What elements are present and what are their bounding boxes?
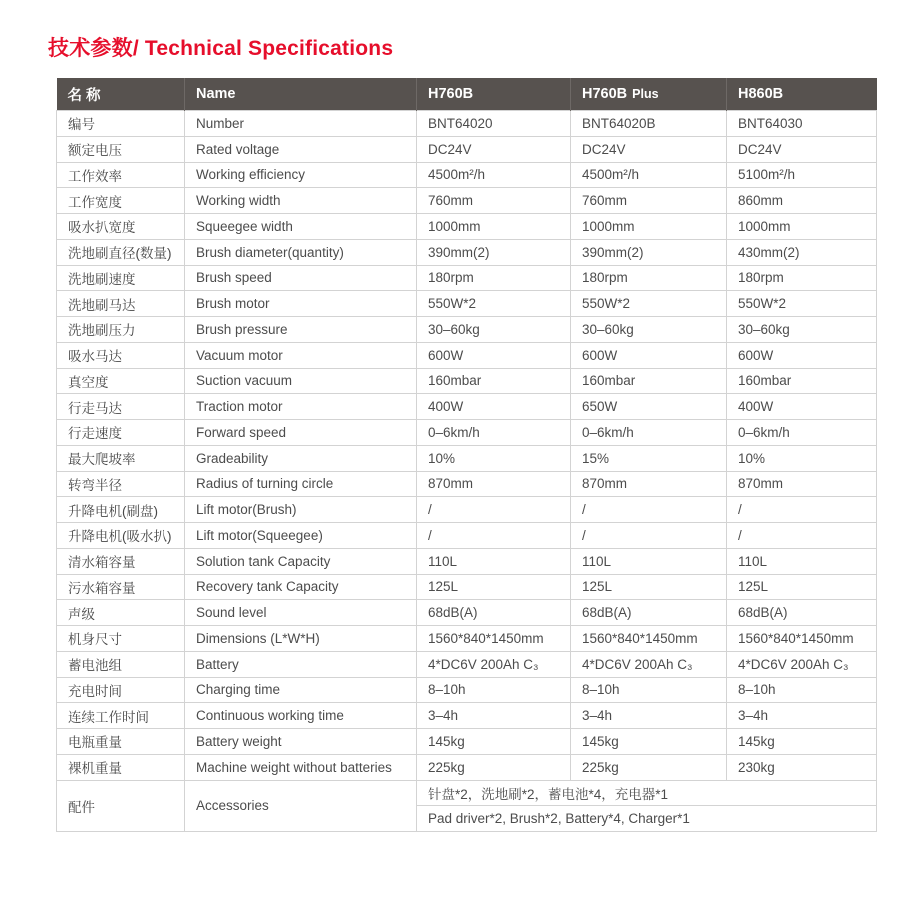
spec-row [57, 548, 877, 574]
spec-value: 125L [571, 574, 727, 600]
page-title-separator: / [132, 37, 145, 60]
spec-name-en: Machine weight without batteries [185, 754, 417, 780]
spec-name-cn: 洗地刷直径(数量) [57, 239, 185, 265]
spec-value: 160mbar [417, 368, 571, 394]
accessories-section [57, 780, 877, 832]
spec-name-cn: 洗地刷速度 [57, 265, 185, 291]
spec-name-en: Solution tank Capacity [185, 548, 417, 574]
spec-name-cn: 洗地刷压力 [57, 317, 185, 343]
spec-value: 390mm(2) [571, 239, 727, 265]
spec-row [57, 651, 877, 677]
spec-name-en: Working width [185, 188, 417, 214]
spec-row [57, 239, 877, 265]
accessories-value-en: Pad driver*2, Brush*2, Battery*4, Charger*1 [417, 806, 877, 832]
spec-name-cn: 工作宽度 [57, 188, 185, 214]
spec-name-en: Recovery tank Capacity [185, 574, 417, 600]
spec-value: 550W*2 [727, 291, 877, 317]
spec-name-cn: 额定电压 [57, 136, 185, 162]
spec-name-en: Battery weight [185, 729, 417, 755]
spec-value: / [727, 523, 877, 549]
spec-value: 8–10h [727, 677, 877, 703]
spec-value: / [417, 497, 571, 523]
spec-row [57, 523, 877, 549]
spec-value: 68dB(A) [571, 600, 727, 626]
spec-name-cn: 污水箱容量 [57, 574, 185, 600]
model-name: H860B [738, 86, 784, 102]
spec-value: 390mm(2) [417, 239, 571, 265]
spec-value: 1000mm [417, 214, 571, 240]
spec-value: 650W [571, 394, 727, 420]
spec-value: 125L [417, 574, 571, 600]
model-name: H760B [582, 86, 628, 102]
spec-name-en: Lift motor(Brush) [185, 497, 417, 523]
spec-name-cn: 编号 [57, 111, 185, 137]
spec-value: 4500m²/h [571, 162, 727, 188]
spec-name-en: Brush diameter(quantity) [185, 239, 417, 265]
model-suffix: Plus [632, 87, 659, 101]
spec-name-en: Forward speed [185, 420, 417, 446]
spec-value: 4*DC6V 200Ah C₃ [417, 651, 571, 677]
spec-value: 870mm [727, 471, 877, 497]
spec-value: 1000mm [571, 214, 727, 240]
spec-value: / [571, 523, 727, 549]
spec-value: 400W [417, 394, 571, 420]
spec-name-en: Working efficiency [185, 162, 417, 188]
spec-row [57, 677, 877, 703]
spec-value: 3–4h [417, 703, 571, 729]
spec-value: 10% [417, 445, 571, 471]
spec-name-cn: 工作效率 [57, 162, 185, 188]
spec-name-cn: 洗地刷马达 [57, 291, 185, 317]
spec-name-en: Squeegee width [185, 214, 417, 240]
spec-value: 0–6km/h [571, 420, 727, 446]
spec-name-cn: 蓄电池组 [57, 651, 185, 677]
spec-value: BNT64020 [417, 111, 571, 137]
spec-row [57, 111, 877, 137]
spec-name-en: Rated voltage [185, 136, 417, 162]
spec-name-en: Sound level [185, 600, 417, 626]
spec-value: 4500m²/h [417, 162, 571, 188]
spec-value: 160mbar [727, 368, 877, 394]
spec-value: 8–10h [417, 677, 571, 703]
spec-value: / [571, 497, 727, 523]
spec-value: 68dB(A) [417, 600, 571, 626]
spec-value: DC24V [417, 136, 571, 162]
spec-name-cn: 裸机重量 [57, 754, 185, 780]
spec-name-cn: 连续工作时间 [57, 703, 185, 729]
spec-name-cn: 行走马达 [57, 394, 185, 420]
spec-value: 1560*840*1450mm [571, 626, 727, 652]
spec-value: 1560*840*1450mm [417, 626, 571, 652]
accessories-name-en: Accessories [185, 780, 417, 832]
spec-row [57, 368, 877, 394]
spec-value: 230kg [727, 754, 877, 780]
spec-row [57, 729, 877, 755]
page-title-en: Technical Specifications [144, 37, 394, 60]
accessories-value-cn: 针盘*2，洗地刷*2，蓄电池*4，充电器*1 [417, 780, 877, 806]
spec-row [57, 214, 877, 240]
page-title [48, 36, 912, 62]
spec-value: 145kg [727, 729, 877, 755]
spec-name-en: Gradeability [185, 445, 417, 471]
spec-row [57, 394, 877, 420]
spec-value: / [727, 497, 877, 523]
spec-value: 180rpm [571, 265, 727, 291]
spec-value: / [417, 523, 571, 549]
spec-name-en: Brush speed [185, 265, 417, 291]
spec-value: 3–4h [727, 703, 877, 729]
spec-row [57, 626, 877, 652]
spec-name-cn: 吸水扒宽度 [57, 214, 185, 240]
spec-value: 145kg [417, 729, 571, 755]
spec-value: 760mm [571, 188, 727, 214]
spec-row [57, 162, 877, 188]
spec-value: 550W*2 [417, 291, 571, 317]
spec-row [57, 136, 877, 162]
spec-value: 0–6km/h [727, 420, 877, 446]
spec-value: 30–60kg [727, 317, 877, 343]
spec-value: BNT64030 [727, 111, 877, 137]
spec-value: 600W [417, 342, 571, 368]
spec-row [57, 703, 877, 729]
spec-name-en: Brush motor [185, 291, 417, 317]
spec-value: DC24V [727, 136, 877, 162]
accessories-row-cn [57, 780, 877, 806]
spec-name-en: Traction motor [185, 394, 417, 420]
spec-name-en: Lift motor(Squeegee) [185, 523, 417, 549]
spec-row [57, 600, 877, 626]
spec-name-cn: 清水箱容量 [57, 548, 185, 574]
spec-value: 180rpm [727, 265, 877, 291]
col-header-model-h760b [417, 78, 571, 111]
spec-name-cn: 最大爬坡率 [57, 445, 185, 471]
spec-value: 68dB(A) [727, 600, 877, 626]
spec-name-en: Brush pressure [185, 317, 417, 343]
spec-row [57, 574, 877, 600]
spec-value: 550W*2 [571, 291, 727, 317]
spec-value: 5100m²/h [727, 162, 877, 188]
spec-table-body [57, 111, 877, 781]
accessories-name-cn: 配件 [57, 780, 185, 832]
spec-value: DC24V [571, 136, 727, 162]
spec-name-en: Number [185, 111, 417, 137]
spec-value: 760mm [417, 188, 571, 214]
spec-row [57, 265, 877, 291]
header-row [57, 78, 877, 111]
spec-value: 30–60kg [417, 317, 571, 343]
spec-value: 0–6km/h [417, 420, 571, 446]
spec-row [57, 471, 877, 497]
spec-value: 4*DC6V 200Ah C₃ [727, 651, 877, 677]
spec-table [56, 78, 877, 832]
spec-value: 15% [571, 445, 727, 471]
spec-value: 110L [727, 548, 877, 574]
spec-name-cn: 电瓶重量 [57, 729, 185, 755]
spec-value: 8–10h [571, 677, 727, 703]
spec-name-en: Continuous working time [185, 703, 417, 729]
spec-value: 225kg [417, 754, 571, 780]
spec-value: 30–60kg [571, 317, 727, 343]
spec-name-en: Charging time [185, 677, 417, 703]
spec-value: 10% [727, 445, 877, 471]
spec-value: 180rpm [417, 265, 571, 291]
spec-value: 110L [417, 548, 571, 574]
spec-row [57, 420, 877, 446]
spec-value: 860mm [727, 188, 877, 214]
spec-row [57, 291, 877, 317]
spec-name-en: Radius of turning circle [185, 471, 417, 497]
spec-name-cn: 充电时间 [57, 677, 185, 703]
spec-name-cn: 转弯半径 [57, 471, 185, 497]
spec-row [57, 445, 877, 471]
spec-value: 160mbar [571, 368, 727, 394]
spec-name-en: Dimensions (L*W*H) [185, 626, 417, 652]
spec-name-cn: 机身尺寸 [57, 626, 185, 652]
spec-value: 125L [727, 574, 877, 600]
spec-value: 400W [727, 394, 877, 420]
spec-name-en: Vacuum motor [185, 342, 417, 368]
spec-name-cn: 声级 [57, 600, 185, 626]
spec-name-cn: 吸水马达 [57, 342, 185, 368]
model-name: H760B [428, 86, 474, 102]
spec-name-cn: 升降电机(刷盘) [57, 497, 185, 523]
spec-value: 3–4h [571, 703, 727, 729]
spec-value: 110L [571, 548, 727, 574]
spec-value: 1560*840*1450mm [727, 626, 877, 652]
spec-row [57, 188, 877, 214]
spec-value: 145kg [571, 729, 727, 755]
spec-value: 225kg [571, 754, 727, 780]
spec-value: BNT64020B [571, 111, 727, 137]
spec-name-cn: 升降电机(吸水扒) [57, 523, 185, 549]
spec-value: 870mm [571, 471, 727, 497]
spec-name-cn: 真空度 [57, 368, 185, 394]
spec-row [57, 317, 877, 343]
col-header-name-cn: 名 称 [57, 78, 185, 111]
page-title-cn: 技术参数 [48, 37, 133, 60]
spec-name-en: Suction vacuum [185, 368, 417, 394]
spec-name-cn: 行走速度 [57, 420, 185, 446]
col-header-model-h760b-plus [571, 78, 727, 111]
spec-value: 870mm [417, 471, 571, 497]
spec-name-en: Battery [185, 651, 417, 677]
spec-row [57, 497, 877, 523]
col-header-model-h860b [727, 78, 877, 111]
spec-row [57, 754, 877, 780]
col-header-name-en: Name [185, 78, 417, 111]
spec-value: 600W [571, 342, 727, 368]
spec-value: 1000mm [727, 214, 877, 240]
spec-table-header [57, 78, 877, 111]
spec-value: 600W [727, 342, 877, 368]
spec-value: 430mm(2) [727, 239, 877, 265]
spec-value: 4*DC6V 200Ah C₃ [571, 651, 727, 677]
spec-row [57, 342, 877, 368]
